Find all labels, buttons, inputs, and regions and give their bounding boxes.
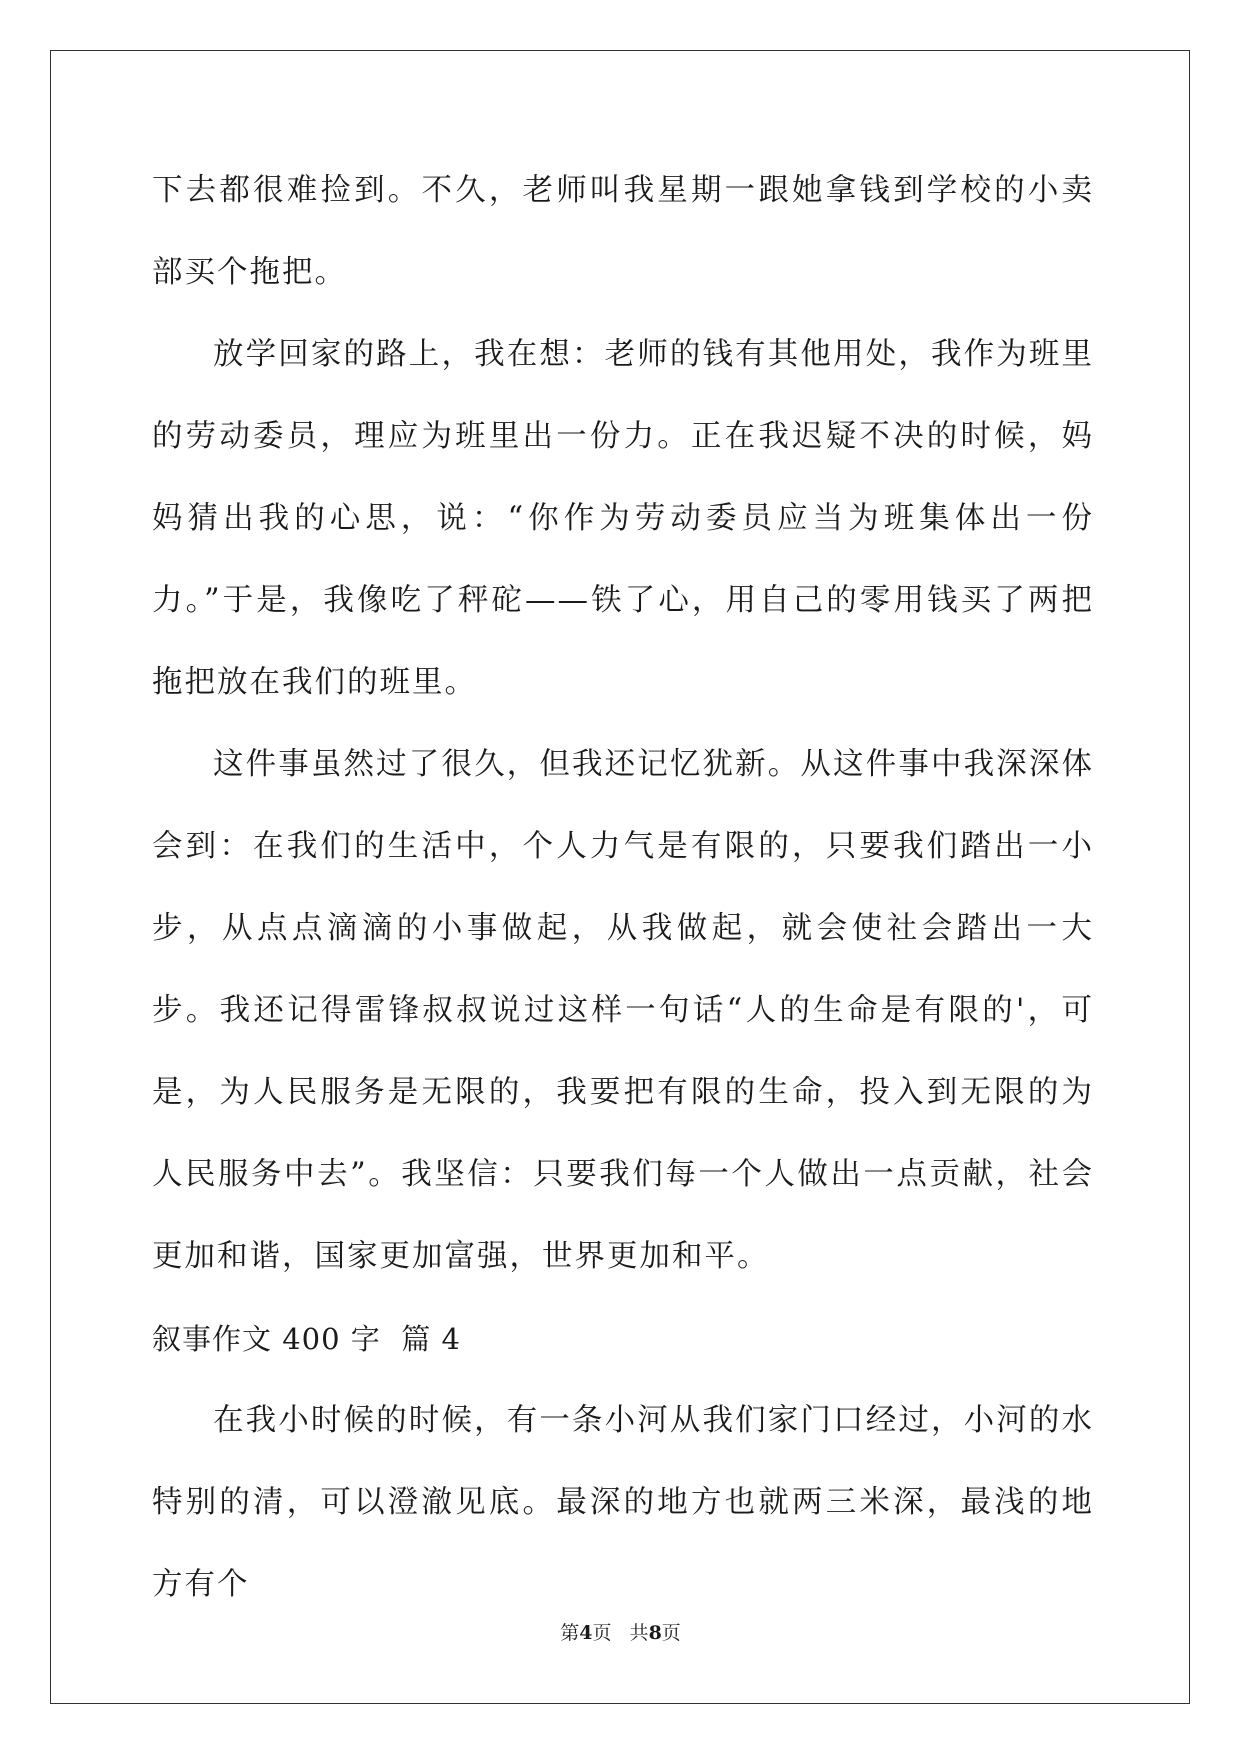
footer-total-pages: 8 <box>648 1622 662 1644</box>
footer-mid: 页 共 <box>592 1622 649 1644</box>
footer-suffix: 页 <box>661 1622 681 1644</box>
paragraph-4: 在我小时候的时候，有一条小河从我们家门口经过，小河的水特别的清，可以澄澈见底。最深的地方也就两三米深，最浅的地方有个 <box>152 1403 1094 1602</box>
footer-page-number: 4 <box>579 1622 593 1644</box>
section-heading: 叙事作文 400 字 篇 4 <box>152 1322 461 1356</box>
paragraph-3: 这件事虽然过了很久，但我还记忆犹新。从这件事中我深深体会到：在我们的生活中，个人力气是有限的，只要我们踏出一小步，从点点滴滴的小事做起，从我做起，就会使社会踏出一大步。我还记得雷锋叔叔说过这样一句话“人的生命是有限的'，可是，为人民服务是无限的，我要把有限的生命，投入到无限的为人民服务中去”。我坚信：只要我们每一个人做出一点贡献，社会更加和谐，国家更加富强，世界更加和平。 <box>152 747 1094 1274</box>
footer-prefix: 第 <box>560 1622 580 1644</box>
paragraph-1: 下去都很难捡到。不久，老师叫我星期一跟她拿钱到学校的小卖部买个拖把。 <box>152 173 1094 290</box>
document-body <box>152 150 1094 1626</box>
page-footer <box>0 1618 1241 1645</box>
paragraph-2: 放学回家的路上，我在想：老师的钱有其他用处，我作为班里的劳动委员，理应为班里出一份力。正在我迟疑不决的时候，妈妈猜出我的心思，说：“你作为劳动委员应当为班集体出一份力。”于是，我像吃了秤砣——铁了心，用自己的零用钱买了两把拖把放在我们的班里。 <box>152 337 1094 700</box>
